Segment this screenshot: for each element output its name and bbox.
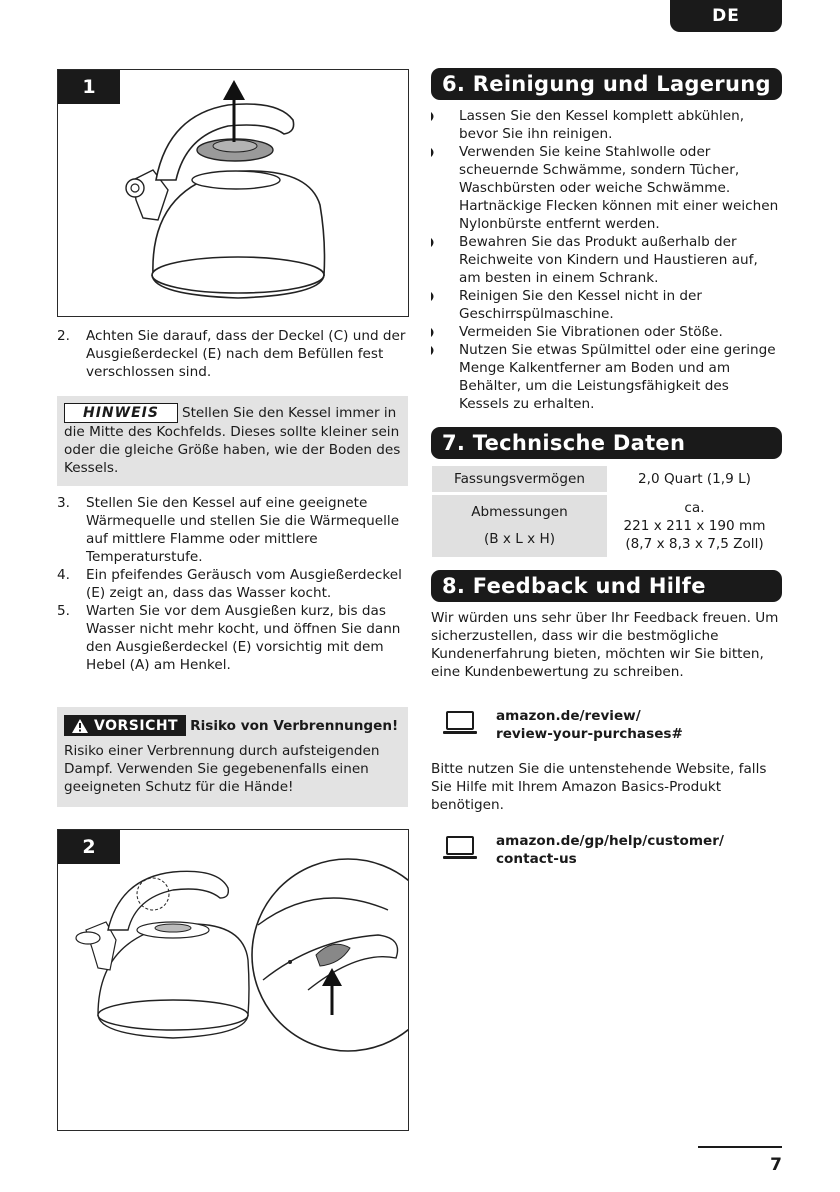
bullet-icon xyxy=(431,112,436,121)
figure-number: 1 xyxy=(58,70,120,104)
warning-icon xyxy=(72,719,88,733)
list-item-text: Reinigen Sie den Kessel nicht in der Geschirrspülmaschine. xyxy=(459,288,702,322)
laptop-icon xyxy=(443,711,477,735)
spec-label-dimensions: Abmessungen xyxy=(471,504,568,520)
list-item xyxy=(431,233,782,287)
spec-label-capacity: Fassungsvermögen xyxy=(432,466,607,492)
spec-table xyxy=(432,466,782,557)
list-item-text: Vermeiden Sie Vibrationen oder Stöße. xyxy=(459,324,723,340)
spec-value-dimensions-2: 221 x 211 x 190 mm xyxy=(623,518,766,534)
caution-title: Risiko von Verbrennungen! xyxy=(190,717,399,734)
caution-text: Risiko einer Verbrennung durch aufsteigenden Dampf. Verwenden Sie gegebenenfalls einen geeigneten Schutz für die Hände! xyxy=(64,743,380,795)
list-item xyxy=(431,107,782,143)
feedback-intro: Wir würden uns sehr über Ihr Feedback freuen. Um sicherzustellen, dass wir die bestmögliche Kundenerfahrung bieten, möchten wir Sie bitten, eine Kundenbewertung zu schreiben. xyxy=(431,610,779,680)
list-item xyxy=(431,287,782,323)
note-label: HINWEIS xyxy=(64,403,178,423)
spec-value-dimensions-1: ca. xyxy=(684,500,705,516)
review-link-line-2: review-your-purchases# xyxy=(496,726,683,742)
review-link-line-1: amazon.de/review/ xyxy=(496,708,641,724)
kettle-lid-removal-illustration xyxy=(58,70,408,316)
spec-value-capacity: 2,0 Quart (1,9 L) xyxy=(638,471,751,487)
step-text: Achten Sie darauf, dass der Deckel (C) und der Ausgießerdeckel (E) nach dem Befüllen fest verschlossen sind. xyxy=(86,328,406,380)
list-item xyxy=(431,341,782,413)
spec-value-dimensions-cell xyxy=(607,495,782,557)
note-text: Stellen Sie den Kessel immer in die Mitte des Kochfelds. Dieses sollte kleiner sein oder die gleiche Größe haben, wie der Boden des Kessels. xyxy=(64,405,401,476)
help-text: Bitte nutzen Sie die untenstehende Website, falls Sie Hilfe mit Ihrem Amazon Basics-Produkt benötigen. xyxy=(431,761,767,813)
help-link-line-2: contact-us xyxy=(496,851,577,867)
list-item-text: Bewahren Sie das Produkt außerhalb der Reichweite von Kindern und Haustieren auf, am besten in einem Schrank. xyxy=(459,234,758,286)
section-8-heading: 8. Feedback und Hilfe xyxy=(431,570,782,602)
footer-rule xyxy=(698,1146,782,1148)
step-item xyxy=(57,327,407,381)
bullet-icon xyxy=(431,148,436,157)
step-number: 3. xyxy=(57,495,70,511)
step-text: Stellen Sie den Kessel auf eine geeignete Wärmequelle und stellen Sie die Wärmequelle auf mittlere Flamme oder mittlere Temperaturstufe. xyxy=(86,495,400,565)
spec-label-dimensions-sub: (B x L x H) xyxy=(483,531,556,547)
page-number: 7 xyxy=(770,1155,782,1175)
review-link[interactable] xyxy=(496,707,683,743)
step-text: Warten Sie vor dem Ausgießen kurz, bis das Wasser nicht mehr kocht, und öffnen Sie dann den Ausgießerdeckel (E) vorsichtig mit dem Hebel (A) am Henkel. xyxy=(86,603,401,673)
laptop-icon xyxy=(443,836,477,860)
review-link-row[interactable] xyxy=(443,707,782,743)
help-link-line-1: amazon.de/gp/help/customer/ xyxy=(496,833,724,849)
spec-label-dimensions-cell xyxy=(432,495,607,557)
figure-2 xyxy=(57,829,409,1131)
step-item xyxy=(57,602,407,674)
help-link-row[interactable] xyxy=(443,832,782,868)
language-tab: DE xyxy=(670,0,782,32)
step-item xyxy=(57,494,407,566)
bullet-icon xyxy=(431,328,436,337)
kettle-lever-illustration xyxy=(58,830,408,1130)
section-7-heading: 7. Technische Daten xyxy=(431,427,782,459)
step-item xyxy=(57,566,407,602)
step-number: 2. xyxy=(57,328,70,344)
caution-label-badge xyxy=(64,715,186,736)
steps-list-b xyxy=(57,494,407,674)
list-item-text: Nutzen Sie etwas Spülmittel oder eine geringe Menge Kalkentferner am Boden und am Behälter, um die Leistungsfähigkeit des Kessels zu erhalten. xyxy=(459,342,776,412)
list-item-text: Verwenden Sie keine Stahlwolle oder scheuernde Schwämme, sondern Tücher, Waschbürsten oder weiche Schwämme. Hartnäckige Flecken können mit einer weichen Nylonbürste entfernt werden. xyxy=(459,144,779,232)
help-link[interactable] xyxy=(496,832,724,868)
caution-label: VORSICHT xyxy=(94,717,179,734)
bullet-icon xyxy=(431,238,436,247)
caution-box xyxy=(57,707,408,807)
section-6-heading: 6. Reinigung und Lagerung xyxy=(431,68,782,100)
steps-list-a xyxy=(57,327,407,381)
figure-number: 2 xyxy=(58,830,120,864)
bullet-icon xyxy=(431,292,436,301)
spec-value-dimensions-3: (8,7 x 8,3 x 7,5 Zoll) xyxy=(625,536,764,552)
note-box xyxy=(57,396,408,486)
step-text: Ein pfeifendes Geräusch vom Ausgießerdeckel (E) zeigt an, dass das Wasser kocht. xyxy=(86,567,402,601)
bullet-icon xyxy=(431,346,436,355)
list-item-text: Lassen Sie den Kessel komplett abkühlen, bevor Sie ihn reinigen. xyxy=(459,108,745,142)
list-item xyxy=(431,143,782,233)
list-item xyxy=(431,323,782,341)
step-number: 5. xyxy=(57,603,70,619)
step-number: 4. xyxy=(57,567,70,583)
section-6-bullets xyxy=(431,107,782,413)
figure-1 xyxy=(57,69,409,317)
